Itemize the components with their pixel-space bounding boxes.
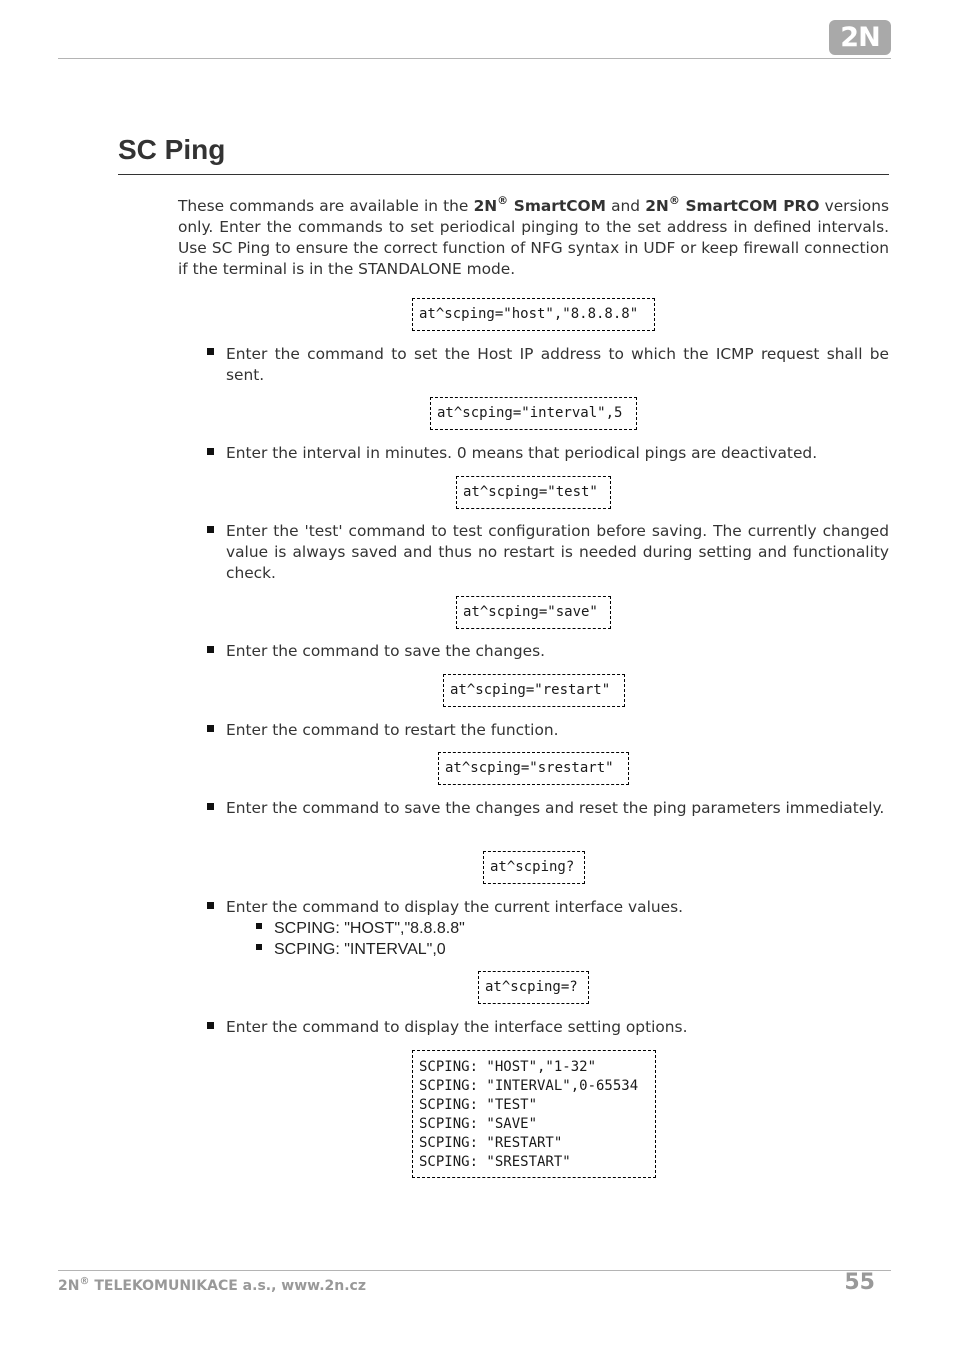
current-value-host: SCPING: "HOST","8.8.8.8"	[274, 920, 465, 937]
bullet-interval: Enter the interval in minutes. 0 means that periodical pings are deactivated.	[226, 444, 818, 462]
command-test: at^scping="test"	[456, 476, 611, 509]
bullet-marker	[207, 902, 214, 909]
footer-company: 2N® TELEKOMUNIKACE a.s., www.2n.cz	[58, 1276, 366, 1294]
bullet-save: Enter the command to save the changes.	[226, 642, 546, 660]
command-interval: at^scping="interval",5	[430, 397, 637, 430]
sub-bullet-marker	[256, 923, 262, 929]
bullet-query: Enter the command to display the current interface values.	[226, 898, 683, 916]
bullet-marker	[207, 348, 214, 355]
option-line: SCPING: "SAVE"	[419, 1116, 538, 1132]
bullet-host: Enter the command to set the Host IP address to which the ICMP request shall be sent.	[226, 345, 889, 384]
bullet-marker	[207, 725, 214, 732]
bullet-srestart: Enter the command to save the changes and reset the ping parameters immediately.	[226, 799, 885, 817]
option-line: SCPING: "SRESTART"	[419, 1154, 571, 1170]
current-value-interval: SCPING: "INTERVAL",0	[274, 941, 446, 958]
bullet-marker	[207, 1022, 214, 1029]
option-line: SCPING: "RESTART"	[419, 1135, 563, 1151]
command-restart: at^scping="restart"	[443, 674, 625, 707]
option-line: SCPING: "INTERVAL",0-65534	[419, 1078, 639, 1094]
bullet-options: Enter the command to display the interface setting options.	[226, 1018, 688, 1036]
command-options: at^scping=?	[478, 971, 589, 1004]
title-underline	[118, 174, 889, 175]
options-output-block	[412, 1050, 656, 1178]
bullet-marker	[207, 803, 214, 810]
bullet-marker	[207, 448, 214, 455]
command-save: at^scping="save"	[456, 596, 611, 629]
option-line: SCPING: "HOST","1-32"	[419, 1059, 597, 1075]
command-srestart: at^scping="srestart"	[438, 752, 629, 785]
sub-bullet-marker	[256, 944, 262, 950]
bullet-restart: Enter the command to restart the function.	[226, 721, 559, 739]
page-title: SC Ping	[118, 134, 226, 165]
bullet-test: Enter the 'test' command to test configuration before saving. The currently changed value is always saved and thus no restart is needed during setting and functionality check.	[226, 522, 889, 582]
page-number: 55	[844, 1270, 875, 1295]
command-host: at^scping="host","8.8.8.8"	[412, 298, 655, 331]
bullet-marker	[207, 646, 214, 653]
bullet-marker	[207, 526, 214, 533]
footer-divider	[58, 1270, 891, 1271]
brand-logo: 2N	[829, 20, 891, 55]
intro-paragraph: These commands are available in the 2N® SmartCOM and 2N® SmartCOM PRO versions only. Enter the commands to set periodical pinging to the set address in defined intervals. Use SC Ping to ensure the correct function of NFG syntax in UDF or keep firewall connection if the terminal is in the STANDALONE mode.	[178, 194, 889, 278]
header-divider	[58, 58, 891, 59]
command-query: at^scping?	[483, 851, 585, 884]
option-line: SCPING: "TEST"	[419, 1097, 538, 1113]
